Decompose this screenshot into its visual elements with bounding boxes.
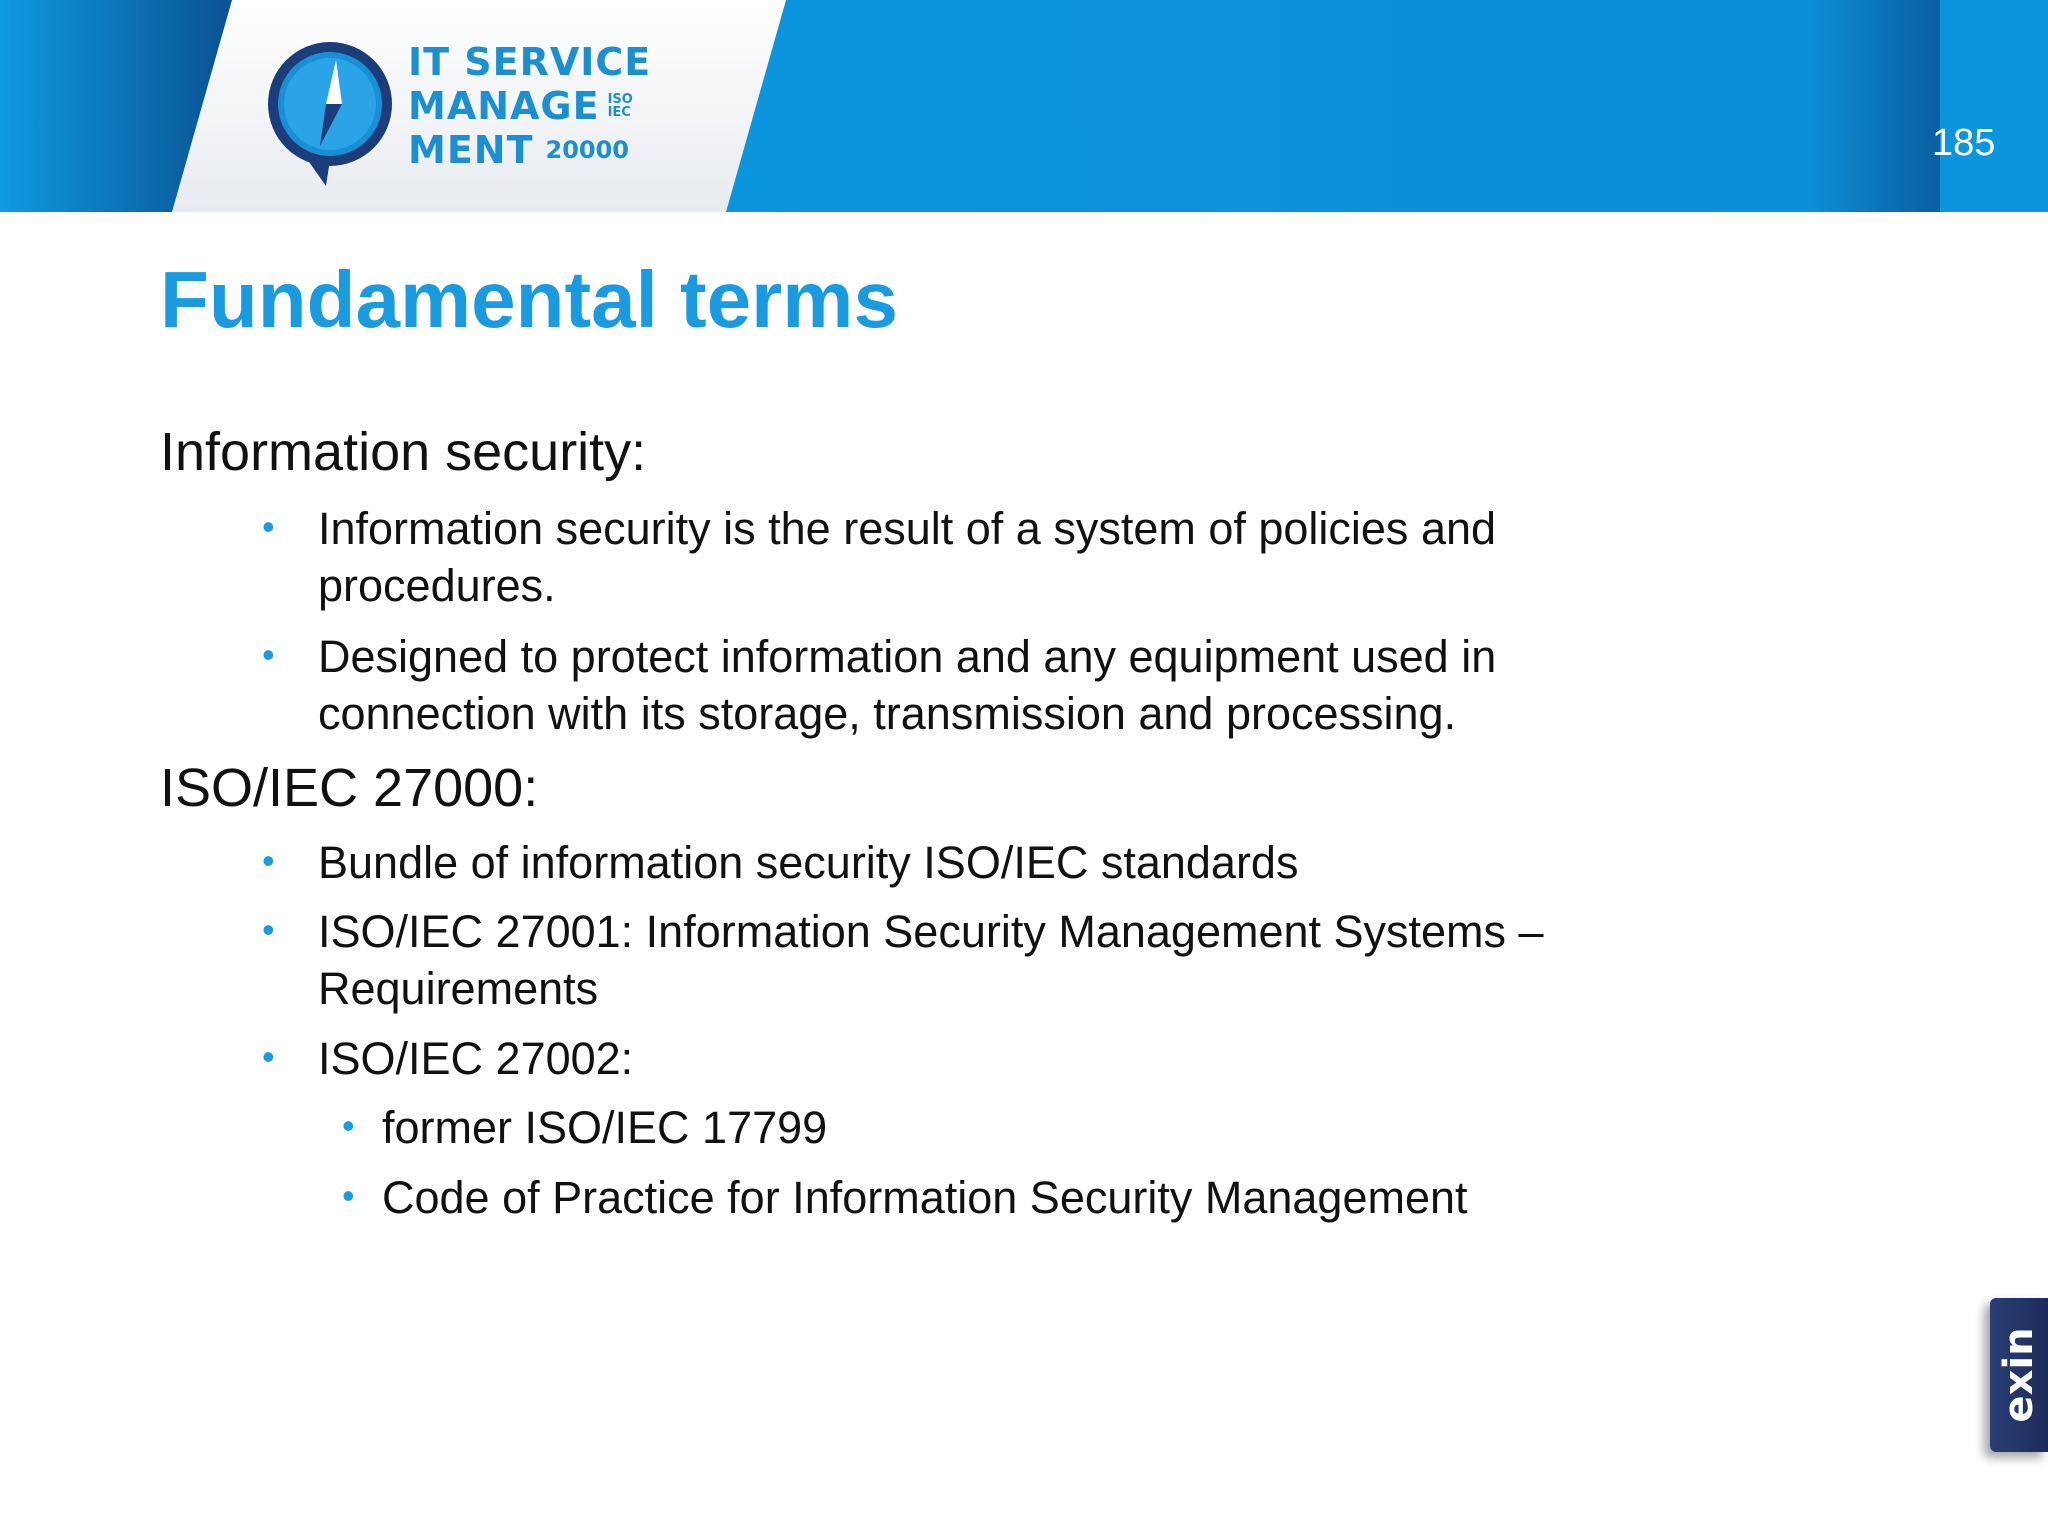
logo-iso-iec: ISO IEC	[607, 92, 633, 120]
exin-logo-text: exin	[1996, 1327, 2042, 1423]
bullet-dot-icon: •	[342, 1175, 355, 1216]
logo-wordmark	[408, 40, 651, 172]
bullet-dot-icon: •	[262, 506, 275, 547]
bullet-dot-icon: •	[262, 634, 275, 675]
bullet-dot-icon: •	[262, 909, 275, 950]
bullet-dot-icon: •	[262, 840, 275, 881]
section-heading-iso-iec-27000: ISO/IEC 27000:	[160, 758, 539, 818]
list-item: • Designed to protect information and any equipment used in connection with its storage, transmission and processing.	[318, 628, 1628, 742]
logo-line-1: IT SERVICE	[408, 40, 652, 84]
slide-title: Fundamental terms	[160, 255, 898, 344]
bullet-dot-icon: •	[262, 1036, 275, 1077]
logo-line-3: MENT 20000	[408, 128, 629, 172]
sub-list-item: • Code of Practice for Information Security Management	[382, 1169, 1782, 1226]
bullet-dot-icon: •	[342, 1105, 355, 1146]
list-item: • Bundle of information security ISO/IEC standards	[318, 834, 1718, 891]
logo-line-2: MANAGE ISO IEC	[408, 84, 633, 128]
header-banner	[0, 0, 2048, 212]
exin-badge	[1990, 1298, 2048, 1452]
list-item: • Information security is the result of a system of policies and procedures.	[318, 500, 1628, 614]
section-heading-information-security: Information security:	[160, 422, 647, 482]
sub-list-item: • former ISO/IEC 17799	[382, 1099, 1782, 1156]
list-item: • ISO/IEC 27001: Information Security Management Systems – Requirements	[318, 903, 1628, 1017]
banner-far-right-band	[1940, 0, 2048, 212]
banner-right-band	[724, 0, 2048, 212]
list-item: • ISO/IEC 27002:	[318, 1030, 1718, 1087]
page-number: 185	[1932, 122, 1996, 164]
